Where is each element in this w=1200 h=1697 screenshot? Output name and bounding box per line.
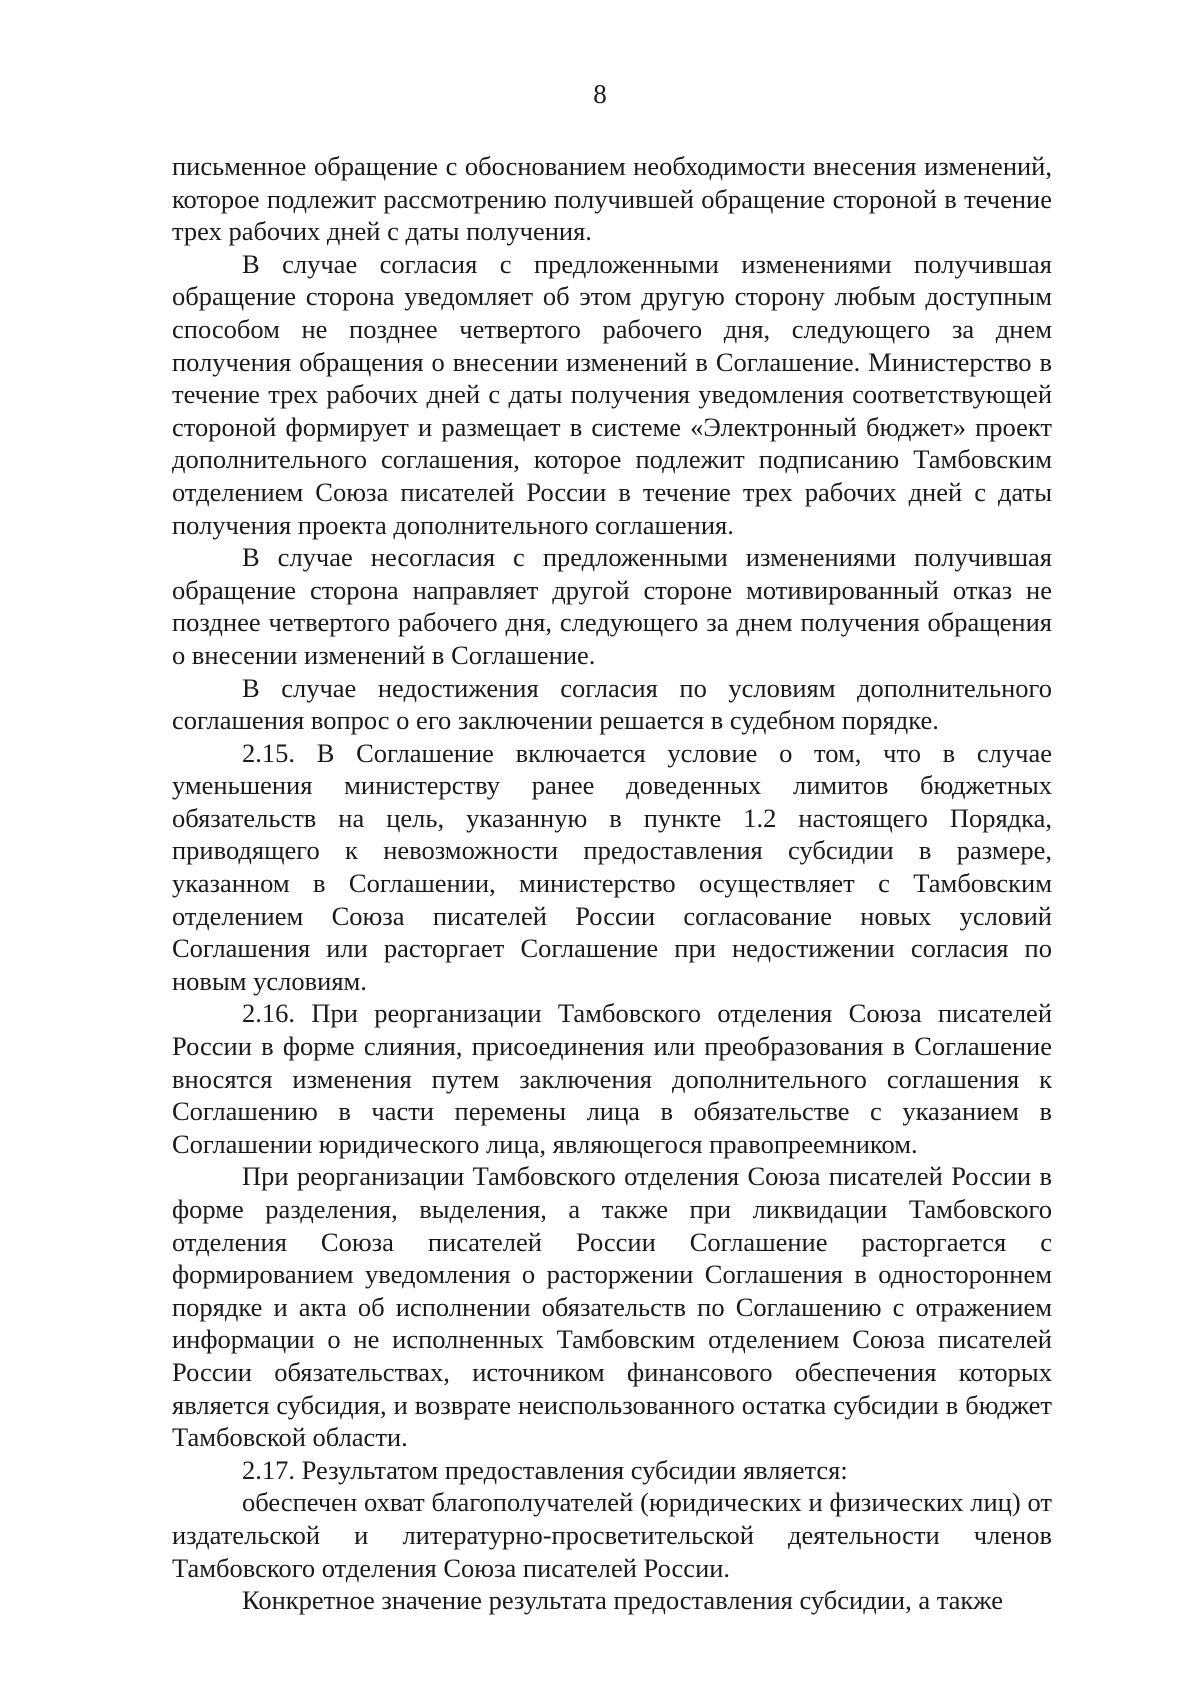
paragraph-1: письменное обращение с обоснованием необходимости внесения изменений, которое подлежит рассмотрению получившей обращение стороной в течение трех рабочих дней с даты получения. [172, 151, 1052, 247]
paragraph-result: обеспечен охват благополучателей (юридических и физических лиц) от издательской и литературно-просветительской деятельности членов Тамбовского отделения Союза писателей России. [172, 1487, 1052, 1583]
paragraph-reorganization: При реорганизации Тамбовского отделения Союза писателей России в форме разделения, выделения, а также при ликвидации Тамбовского отделения Союза писателей России Соглашение расторгается с формированием уведомления о расторжении Соглашения в одностороннем порядке и акта об исполнении обязательств по Соглашению с отражением информации о не исполненных Тамбовским отделением Союза писателей России обязательствах, источником финансового обеспечения которых является субсидия, и возврате неиспользованного остатка субсидии в бюджет Тамбовской области. [172, 1161, 1052, 1453]
paragraph-2-16: 2.16. При реорганизации Тамбовского отделения Союза писателей России в форме слияния, присоединения или преобразования в Соглашение вносятся изменения путем заключения дополнительного соглашения к Соглашению в части перемены лица в обязательстве с указанием в Соглашении юридического лица, являющегося правопреемником. [172, 998, 1052, 1159]
paragraph-3: В случае несогласия с предложенными изменениями получившая обращение сторона направляет другой стороне мотивированный отказ не позднее четвертого рабочего дня, следующего за днем получения обращения о внесении изменений в Соглашение. [172, 542, 1052, 670]
document-body [172, 150, 1052, 1617]
paragraph-4: В случае недостижения согласия по условиям дополнительного соглашения вопрос о его заключении решается в судебном порядке. [172, 672, 1052, 736]
paragraph-2: В случае согласия с предложенными изменениями получившая обращение сторона уведомляет об этом другую сторону любым доступным способом не позднее четвертого рабочего дня, следующего за днем получения обращения о внесении изменений в Соглашение. Министерство в течение трех рабочих дней с даты получения уведомления соответствующей стороной формирует и размещает в системе «Электронный бюджет» проект дополнительного соглашения, которое подлежит подписанию Тамбовским отделением Союза писателей России в течение трех рабочих дней с даты получения проекта дополнительного соглашения. [172, 248, 1052, 540]
paragraph-2-15: 2.15. В Соглашение включается условие о том, что в случае уменьшения министерству ранее доведенных лимитов бюджетных обязательств на цель, указанную в пункте 1.2 настоящего Порядка, приводящего к невозможности предоставления субсидии в размере, указанном в Соглашении, министерство осуществляет с Тамбовским отделением Союза писателей России согласование новых условий Соглашения или расторгает Соглашение при недостижении согласия по новым условиям. [172, 737, 1052, 996]
page-number: 8 [593, 79, 607, 109]
paragraph-specific-value: Конкретное значение результата предоставления субсидии, а также [242, 1585, 1003, 1616]
paragraph-2-17: 2.17. Результатом предоставления субсидии является: [242, 1454, 848, 1485]
